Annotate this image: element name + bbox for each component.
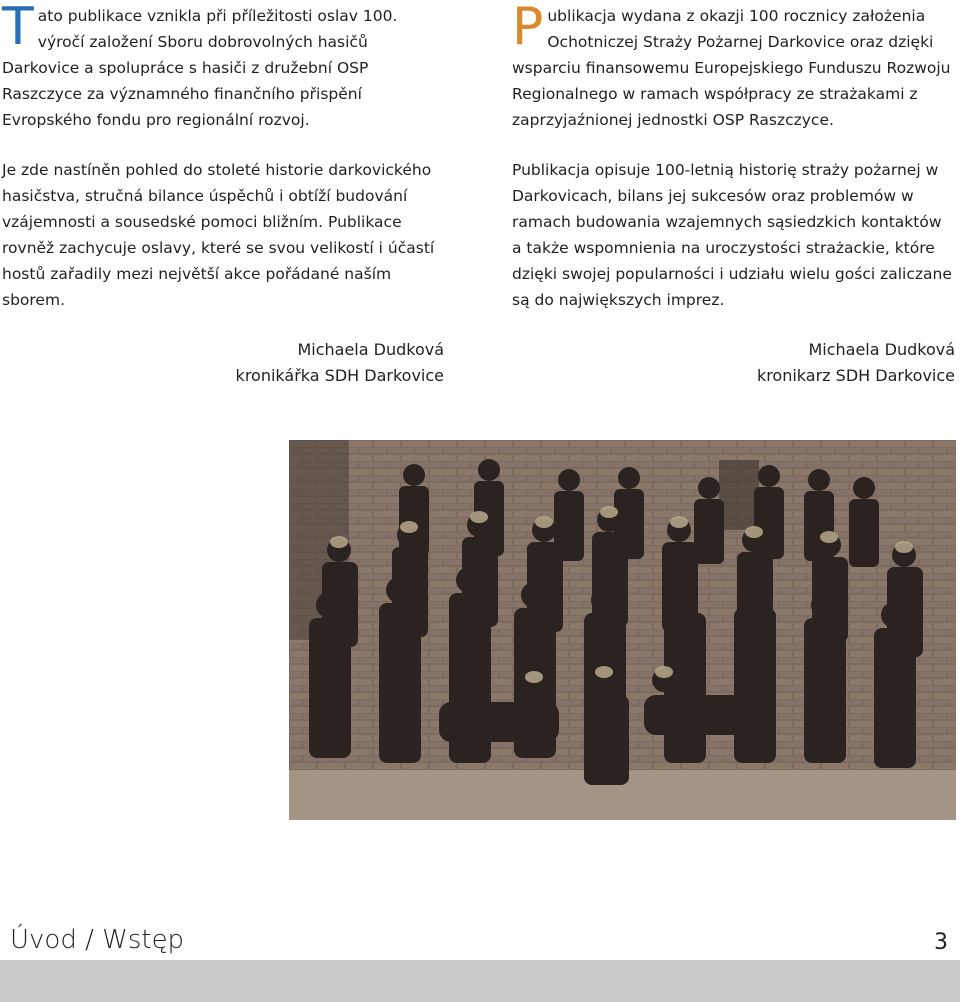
signature-name-cz: Michaela Dudková (297, 340, 444, 359)
body-paragraph-pl: Publikacja opisuje 100-letnią historię straży pożarnej w Darkovicach, bilans jej sukcesów oraz problemów w ramach budowania wzajemnych sąsiedzkich kontaktów a także wspomnienia na uroczystości strażackie, które dzięki swojej popularności i udziału wielu gości zaliczane są do największych imprez. (512, 161, 952, 309)
body-paragraph-cz: Je zde nastíněn pohled do stoleté historie darkovického hasičstva, stručná bilance úspěchů i obtíží budování vzájemnosti a sousedské pomoci bližním. Publikace rovněž zachycuje oslavy, které se svou velikostí i účastí hostů zařadily mezi největší akce pořádané naším sborem. (2, 161, 435, 309)
signature-pl (757, 337, 955, 389)
section-title: Úvod / Wstęp (10, 925, 185, 955)
intro-text-pl: ublikacja wydana z okazji 100 rocznicy założenia Ochotniczej Straży Pożarnej Darkovice oraz dzięki wsparciu finansowemu Europejskiego Funduszu Rozwoju Regionalnego w ramach współpracy ze strażakami z zaprzyjaźnionej jednostki OSP Raszczyce. (512, 7, 951, 129)
signature-role-cz: kronikářka SDH Darkovice (235, 366, 444, 385)
group-photo (289, 440, 956, 820)
dropcap-cz: T (2, 0, 34, 57)
intro-paragraph-pl (512, 0, 952, 133)
page-number: 3 (934, 930, 948, 955)
intro-text-cz: ato publikace vznikla při příležitosti oslav 100. výročí založení Sboru dobrovolných hasičů Darkovice a spolupráce s hasiči z družební OSP Raszczyce za významného finančního přispění Evropského fondu pro regionální rozvoj. (2, 7, 398, 129)
footer-bar (0, 960, 960, 1002)
dropcap-pl: P (512, 0, 544, 57)
signature-name-pl: Michaela Dudková (808, 340, 955, 359)
group-photo-illustration (289, 440, 956, 820)
signature-role-pl: kronikarz SDH Darkovice (756, 366, 955, 385)
intro-paragraph-cz (2, 0, 442, 133)
signature-cz (236, 337, 444, 389)
